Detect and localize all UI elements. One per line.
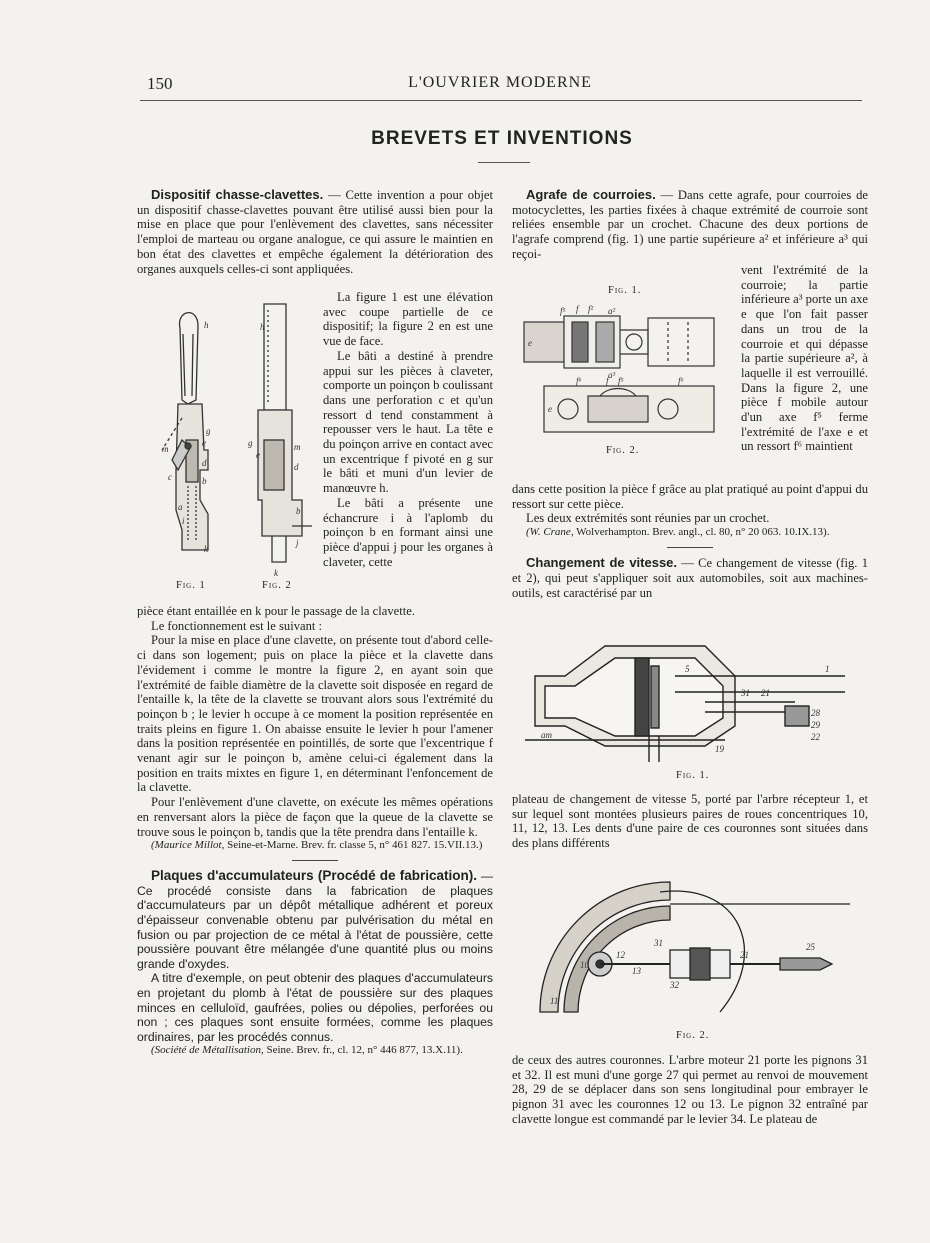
svg-text:e: e: [548, 404, 552, 414]
svg-text:f: f: [576, 304, 579, 314]
running-title: L'OUVRIER MODERNE: [408, 74, 592, 91]
svg-text:d: d: [202, 458, 207, 468]
figure-vitesse-2: [520, 862, 860, 1022]
svg-text:f²: f²: [588, 304, 594, 314]
page-number: 150: [147, 74, 173, 93]
figure-chasse-clavettes: [152, 300, 317, 590]
agrafe-credit: (W. Crane, Wolverhampton. Brev. angl., cl. 80, n° 20 063. 10.IX.13).: [526, 526, 830, 539]
vitesse-text-middle: plateau de changement de vitesse 5, porté par l'arbre récepteur 1, et sur lequel sont montées plusieurs paires de roues concentriques 10, 11, 12, 13. Les dents d'une paire de ces couronnes sont situées dans des plans différents: [512, 792, 868, 851]
left-column: [137, 188, 493, 276]
clavette-wrap-continue: pièce étant entaillée en k pour le passage de la clavette.: [137, 604, 415, 618]
svg-text:f⁶: f⁶: [576, 376, 582, 386]
svg-text:1: 1: [825, 664, 830, 674]
right-column-continued: [512, 482, 868, 600]
clavette-para-mise-en-place: Pour la mise en place d'une clavette, on présente tout d'abord celle-ci dans son logement; puis on place la pièce et la clavette dans l'évidement i comme le montre la figure 2, en ayant soin que l'extrémité de faible diamètre de la clavette soit disposée en regard de l'entaille k, la tête de la clavette se trouvant alors sous l'extrémité du poinçon b ; le levier h occupe à ce moment la position représentée en traits pleins en figure 1. On abaisse ensuite le levier h pour l'amener dans la position représentée en pointillés, de sorte que l'excentrique f venant agir sur le poinçon b, amène celui-ci également dans la position en traits mixtes en figure 1, en déterminant l'enfoncement de la clavette.: [137, 633, 493, 795]
svg-text:am: am: [541, 730, 552, 740]
vitesse-text-bottom: de ceux des autres couronnes. L'arbre moteur 21 porte les pignons 31 et 32. Il est muni d'une gorge 27 qui permet au renvoi de mouvement 28, 29 de se déplacer dans son sens longitudinal pour embrayer le pignon 31 avec les couronnes 12 ou 13. Le pignon 32 entraîné par clavette longue est commandé par le levier 34. Le plateau de: [512, 1053, 868, 1126]
title-rule: [478, 162, 530, 163]
svg-text:e: e: [256, 450, 260, 460]
clavette-fig1-drawing: [162, 313, 208, 550]
article-heading: Plaques d'accumulateurs (Procédé de fabrication).: [151, 868, 477, 884]
svg-text:d: d: [294, 462, 299, 472]
agrafe-fig1-caption: Fig. 1.: [608, 285, 642, 296]
svg-text:13: 13: [632, 966, 641, 976]
svg-text:11: 11: [550, 996, 559, 1006]
vitesse-fig2-drawing: [540, 882, 850, 1012]
vitesse-fig1-caption: Fig. 1.: [676, 770, 710, 781]
svg-text:e: e: [528, 338, 532, 348]
accumulateurs-para-exemple: A titre d'exemple, on peut obtenir des plaques d'accumulateurs en projetant du plomb à l'état de poussière sur des plaques minces en celluloïd, gaufrées, polies ou dépolies, perforées ou non ; ces plaques sont ensuite formées, comme les plaques ordinaires, par les procédés connus.: [137, 971, 493, 1044]
agrafe-continue: dans cette position la pièce f grâce au plat pratiqué au point d'appui du ressort sur cette pièce.: [512, 482, 868, 511]
svg-text:k: k: [274, 568, 278, 578]
svg-text:b: b: [202, 476, 207, 486]
svg-text:f⁵: f⁵: [560, 306, 566, 316]
clavette-credit: (Maurice Millot, Seine-et-Marne. Brev. fr. classe 5, n° 461 827. 15.VII.13.): [151, 839, 483, 852]
svg-text:28: 28: [811, 708, 820, 718]
svg-text:i: i: [182, 516, 185, 526]
separator-rule: [292, 860, 338, 861]
agrafe-wrap-text: vent l'extrémité de la courroie; la partie inférieure a³ porte un axe e que l'on fait passer dans un trou de la courroie et qui dépasse la partie supérieure a², à laquelle il est verrouillé. Dans la figure 2, une pièce f mobile autour d'un axe f⁵ ferme l'extrémité de l'axe e et un ressort f⁶ maintient: [741, 263, 868, 454]
clavette-para-echancrure: Le bâti a présente une échancrure i à l'aplomb du poinçon b en formant ainsi une pièce d'appui j pour les organes à claveter, cette: [323, 495, 493, 569]
svg-text:a²: a²: [608, 306, 616, 316]
figure-agrafe-courroies: [518, 300, 738, 460]
separator-rule: [667, 547, 713, 548]
svg-text:29: 29: [811, 720, 820, 730]
article-heading: Dispositif chasse-clavettes.: [151, 187, 324, 202]
svg-text:g: g: [248, 438, 253, 448]
article-heading: Changement de vitesse.: [526, 555, 678, 571]
agrafe-fig2-drawing: [544, 386, 714, 432]
svg-text:b: b: [296, 506, 301, 516]
svg-text:21: 21: [761, 688, 770, 698]
svg-text:a³: a³: [608, 370, 616, 380]
svg-text:f⁵: f⁵: [618, 376, 624, 386]
clavette-wrap-text: [323, 290, 493, 569]
section-title: BREVETS ET INVENTIONS: [371, 128, 633, 149]
clavette-para-figures: La figure 1 est une élévation avec coupe partielle de ce dispositif; la figure 2 en est une vue de face.: [323, 290, 493, 349]
clavette-para-enlevement: Pour l'enlèvement d'une clavette, on exécute les mêmes opérations en renversant alors la pièce de façon que la queue de la clavette se trouve sous le poinçon b, tandis que la tête prendra dans l'entaille k.: [137, 795, 493, 839]
svg-text:m: m: [294, 442, 301, 452]
clavette-fig2-drawing: [258, 304, 312, 562]
clavette-para-fonctionnement: Le fonctionnement est le suivant :: [151, 618, 323, 633]
agrafe-fig2-caption: Fig. 2.: [606, 445, 640, 456]
svg-text:f⁶: f⁶: [678, 376, 684, 386]
svg-text:22: 22: [811, 732, 820, 742]
svg-text:f: f: [606, 376, 609, 386]
right-column: [512, 188, 868, 262]
svg-text:m: m: [162, 444, 169, 454]
svg-text:21: 21: [740, 950, 749, 960]
svg-text:g: g: [206, 426, 211, 436]
svg-text:k: k: [204, 544, 208, 554]
svg-text:10: 10: [580, 960, 589, 970]
left-column-continued: [137, 604, 493, 1057]
vitesse-fig2-caption: Fig. 2.: [676, 1030, 710, 1041]
svg-text:j: j: [296, 538, 299, 548]
agrafe-para-crochet: Les deux extrémités sont réunies par un crochet.: [526, 511, 770, 526]
svg-text:32: 32: [670, 980, 679, 990]
svg-text:5: 5: [685, 664, 690, 674]
header-rule: [140, 100, 862, 101]
agrafe-fig1-drawing: [524, 316, 714, 368]
article-heading: Agrafe de courroies.: [526, 187, 656, 202]
svg-text:e: e: [202, 438, 206, 448]
svg-text:a: a: [178, 502, 183, 512]
clavette-fig2-caption: Fig. 2: [262, 580, 292, 591]
svg-text:h: h: [204, 320, 209, 330]
agrafe-intro: Agrafe de courroies. — Dans cette agrafe, pour courroies de motocyclettes, les parties fixées à chaque extrémité de courroie sont reliées ensemble par un crochet. Chacune des deux portions de l'agrafe comprend (fig. 1) une partie supérieure a² et inférieure a³ qui reçoi-: [512, 187, 868, 261]
article-clavettes-intro: Dispositif chasse-clavettes. — Cette invention a pour objet un dispositif chasse-clavettes pouvant être utilisé aussi bien pour la mise en place que pour l'enlèvement des clavettes, sans nécessiter l'emploi de marteau ou organe analogue, ce qui assure le maintien en bon état des clavettes et empêche également la détérioration des organes auxquels celles-ci sont appliquées.: [137, 187, 493, 276]
clavette-para-bati: Le bâti a destiné à prendre appui sur les pièces à claveter, comporte un poinçon b coulissant dans une perforation c et qu'un ressort d tend constamment à repousser vers le haut. La tête e du poinçon arrive en contact avec un excentrique f pivoté en g sur le bâti et muni d'un levier de manœuvre h.: [323, 348, 493, 496]
svg-text:12: 12: [616, 950, 625, 960]
vitesse-intro: Changement de vitesse. — Ce changement de vitesse (fig. 1 et 2), qui peut s'appliquer soit aux automobiles, soit aux machines-outils, est caractérisé par un: [512, 555, 868, 600]
clavette-fig1-caption: Fig. 1: [176, 580, 206, 591]
accumulateurs-article: Plaques d'accumulateurs (Procédé de fabrication). — Ce procédé consiste dans la fabrication de plaques d'accumulateurs par un dépôt métallique adhérent et poreux d'épaisseur convenable obtenu par pulvérisation du métal en fusion ou par projection de ce métal à l'état de poussière, cette poussière pouvant être mélangée d'une quantité plus ou moins grande d'oxydes. A titre d'exemple, on peut obtenir des plaques d'accumulateurs en projetant du plomb à l'état de poussière sur des plaques minces en celluloïd, gaufrées, polies ou dépolies, perforées ou non ; ces plaques sont ensuite formées, comme les plaques ordinaires, par les procédés connus.: [137, 868, 493, 1044]
svg-text:c: c: [168, 472, 172, 482]
svg-text:h: h: [260, 322, 265, 332]
svg-text:25: 25: [806, 942, 815, 952]
accumulateurs-credit: (Société de Métallisation, Seine. Brev. fr., cl. 12, n° 446 877, 13.X.11).: [151, 1044, 463, 1057]
svg-text:19: 19: [715, 744, 724, 754]
figure-vitesse-1: [525, 636, 855, 766]
svg-text:31: 31: [654, 938, 663, 948]
svg-text:31: 31: [741, 688, 750, 698]
